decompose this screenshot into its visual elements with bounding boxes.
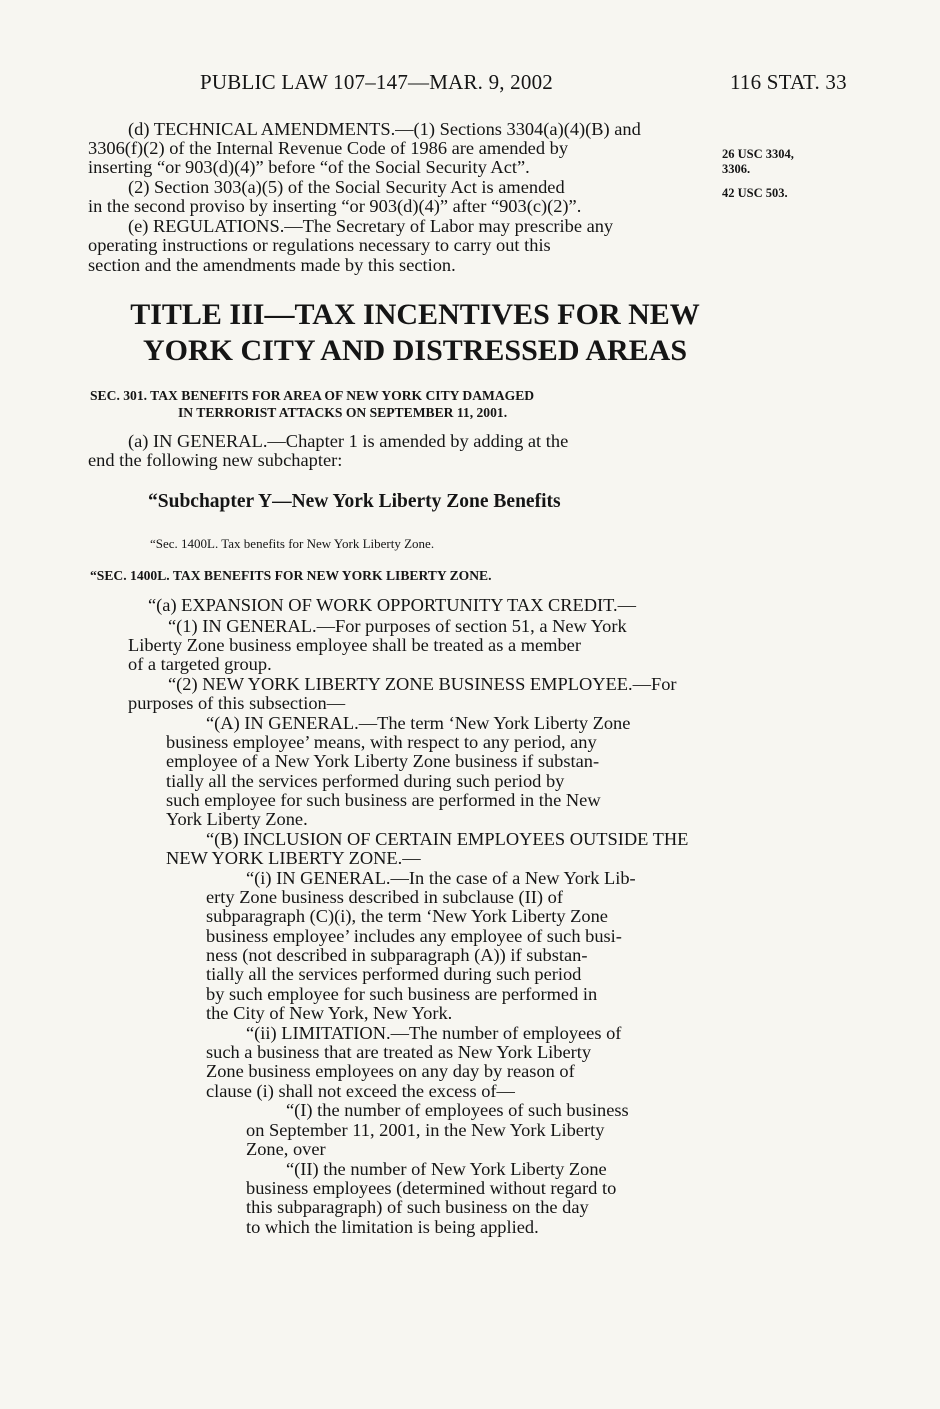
text-line: inserting “or 903(d)(4)” before “of the Social Security Act”.	[88, 157, 530, 177]
running-header-right: 116 STAT. 33	[730, 70, 847, 94]
section-301-heading-line1: SEC. 301. TAX BENEFITS FOR AREA OF NEW YORK CITY DAMAGED	[90, 388, 535, 403]
text-line: clause (i) shall not exceed the excess of—	[206, 1081, 515, 1101]
title-line: TITLE III—TAX INCENTIVES FOR NEW	[130, 298, 700, 331]
text-line: employee of a New York Liberty Zone business if substan-	[166, 751, 600, 771]
text-line: (d) TECHNICAL AMENDMENTS.—(1) Sections 3304(a)(4)(B) and	[128, 119, 641, 139]
title-heading	[110, 297, 720, 369]
sec-1400l-heading: “SEC. 1400L. TAX BENEFITS FOR NEW YORK LIBERTY ZONE.	[90, 568, 492, 583]
text-line: subparagraph (C)(i), the term ‘New York Liberty Zone	[206, 906, 608, 926]
text-line: “(I) the number of employees of such business	[286, 1100, 629, 1120]
text-line: “(i) IN GENERAL.—In the case of a New York Lib-	[246, 868, 636, 888]
text-line: tially all the services performed during such period	[206, 964, 582, 984]
toc-entry: “Sec. 1400L. Tax benefits for New York Liberty Zone.	[150, 536, 435, 551]
text-line: “(ii) LIMITATION.—The number of employees of	[246, 1023, 622, 1043]
running-header-left: PUBLIC LAW 107–147—MAR. 9, 2002	[200, 70, 553, 94]
text-line: on September 11, 2001, in the New York Liberty	[246, 1120, 605, 1140]
margin-note-usc-503: 42 USC 503.	[722, 186, 788, 200]
text-line: tially all the services performed during such period by	[166, 771, 565, 791]
title-line: YORK CITY AND DISTRESSED AREAS	[142, 334, 688, 367]
text-line: Liberty Zone business employee shall be treated as a member	[128, 635, 581, 655]
text-line: the City of New York, New York.	[206, 1003, 453, 1023]
text-line: Zone business employees on any day by reason of	[206, 1061, 575, 1081]
margin-note-usc-3306: 3306.	[722, 162, 751, 176]
margin-note-usc-3304: 26 USC 3304,	[722, 147, 794, 161]
text-line: “(2) NEW YORK LIBERTY ZONE BUSINESS EMPLOYEE.—For	[168, 674, 677, 694]
text-line: erty Zone business described in subclause (II) of	[206, 887, 563, 907]
text-line: such employee for such business are performed in the New	[166, 790, 601, 810]
text-line: NEW YORK LIBERTY ZONE.—	[166, 848, 421, 868]
text-line: “(A) IN GENERAL.—The term ‘New York Liberty Zone	[206, 713, 631, 733]
text-line: business employee’ includes any employee of such busi-	[206, 926, 622, 946]
text-line: of a targeted group.	[128, 654, 272, 674]
text-line: (e) REGULATIONS.—The Secretary of Labor may prescribe any	[128, 216, 614, 236]
text-line: “(B) INCLUSION OF CERTAIN EMPLOYEES OUTSIDE THE	[206, 829, 689, 849]
text-line: (a) IN GENERAL.—Chapter 1 is amended by adding at the	[128, 431, 569, 451]
text-line: Zone, over	[246, 1139, 326, 1159]
text-line: business employees (determined without regard to	[246, 1178, 617, 1198]
text-line: purposes of this subsection—	[128, 693, 346, 713]
text-line: business employee’ means, with respect to any period, any	[166, 732, 597, 752]
text-line: in the second proviso by inserting “or 903(d)(4)” after “903(c)(2)”.	[88, 196, 582, 216]
text-line: this subparagraph) of such business on the day	[246, 1197, 589, 1217]
text-line: by such employee for such business are performed in	[206, 984, 598, 1004]
text-line: operating instructions or regulations necessary to carry out this	[88, 235, 551, 255]
text-line: (2) Section 303(a)(5) of the Social Security Act is amended	[128, 177, 565, 197]
text-line: “(1) IN GENERAL.—For purposes of section 51, a New York	[168, 616, 627, 636]
text-line: “(II) the number of New York Liberty Zone	[286, 1159, 607, 1179]
text-line: 3306(f)(2) of the Internal Revenue Code of 1986 are amended by	[88, 138, 569, 158]
text-line: “(a) EXPANSION OF WORK OPPORTUNITY TAX CREDIT.—	[148, 595, 637, 615]
section-301-heading-line2: IN TERRORIST ATTACKS ON SEPTEMBER 11, 2001.	[178, 405, 508, 420]
subchapter-heading: “Subchapter Y—New York Liberty Zone Benefits	[148, 491, 561, 512]
text-line: end the following new subchapter:	[88, 450, 343, 470]
text-line: section and the amendments made by this section.	[88, 255, 456, 275]
text-line: to which the limitation is being applied.	[246, 1217, 539, 1237]
text-line: York Liberty Zone.	[166, 809, 308, 829]
text-line: ness (not described in subparagraph (A)) if substan-	[206, 945, 588, 965]
text-line: such a business that are treated as New York Liberty	[206, 1042, 592, 1062]
